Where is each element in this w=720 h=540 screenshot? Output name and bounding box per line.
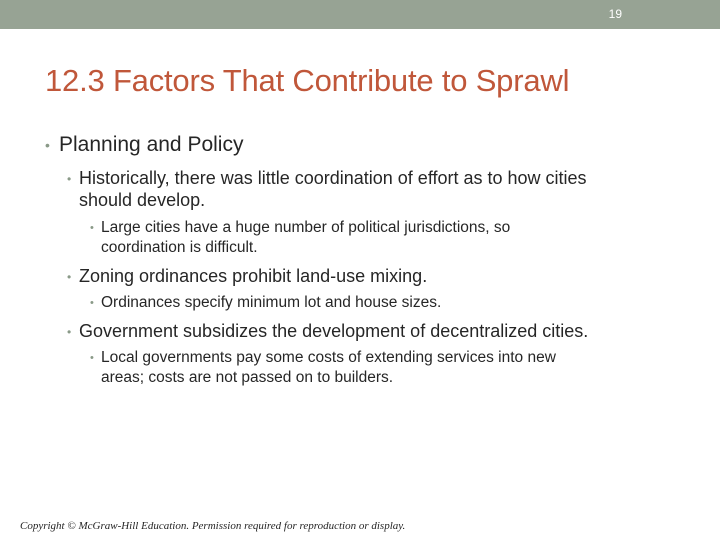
bullet-text-line: areas; costs are not passed on to builders. xyxy=(101,369,394,386)
bullet-dot-icon: • xyxy=(67,325,72,339)
bullet-government xyxy=(67,320,589,342)
bullet-planning-policy xyxy=(45,133,244,157)
bullet-text: Ordinances specify minimum lot and house sizes. xyxy=(101,294,442,311)
bullet-text-line: coordination is difficult. xyxy=(101,239,258,256)
bullet-text-line: Historically, there was little coordination of effort as to how cities xyxy=(79,168,587,188)
bullet-text: Planning and Policy xyxy=(59,133,244,156)
copyright-footer: Copyright © McGraw-Hill Education. Permission required for reproduction or display. xyxy=(20,520,406,532)
slide-title: 12.3 Factors That Contribute to Sprawl xyxy=(45,63,570,98)
bullet-dot-icon: • xyxy=(90,222,94,234)
bullet-text-line: Large cities have a huge number of political jurisdictions, so xyxy=(101,219,511,236)
bullet-dot-icon: • xyxy=(90,352,94,364)
bullet-text: Government subsidizes the development of decentralized cities. xyxy=(79,321,589,341)
bullet-dot-icon: • xyxy=(67,270,72,284)
bullet-dot-icon: • xyxy=(67,172,72,186)
bullet-dot-icon: • xyxy=(90,297,94,309)
bullet-text: Zoning ordinances prohibit land-use mixing. xyxy=(79,266,428,286)
bullet-large-cities xyxy=(90,218,511,258)
bullet-local-governments xyxy=(90,348,556,388)
bullet-historically xyxy=(67,167,587,211)
bullet-ordinances xyxy=(90,293,442,313)
slide-number: 19 xyxy=(608,7,622,21)
bullet-zoning xyxy=(67,265,428,287)
bullet-text-line: should develop. xyxy=(79,190,206,210)
bullet-text-line: Local governments pay some costs of extending services into new xyxy=(101,349,556,366)
bullet-dot-icon: • xyxy=(45,137,50,153)
